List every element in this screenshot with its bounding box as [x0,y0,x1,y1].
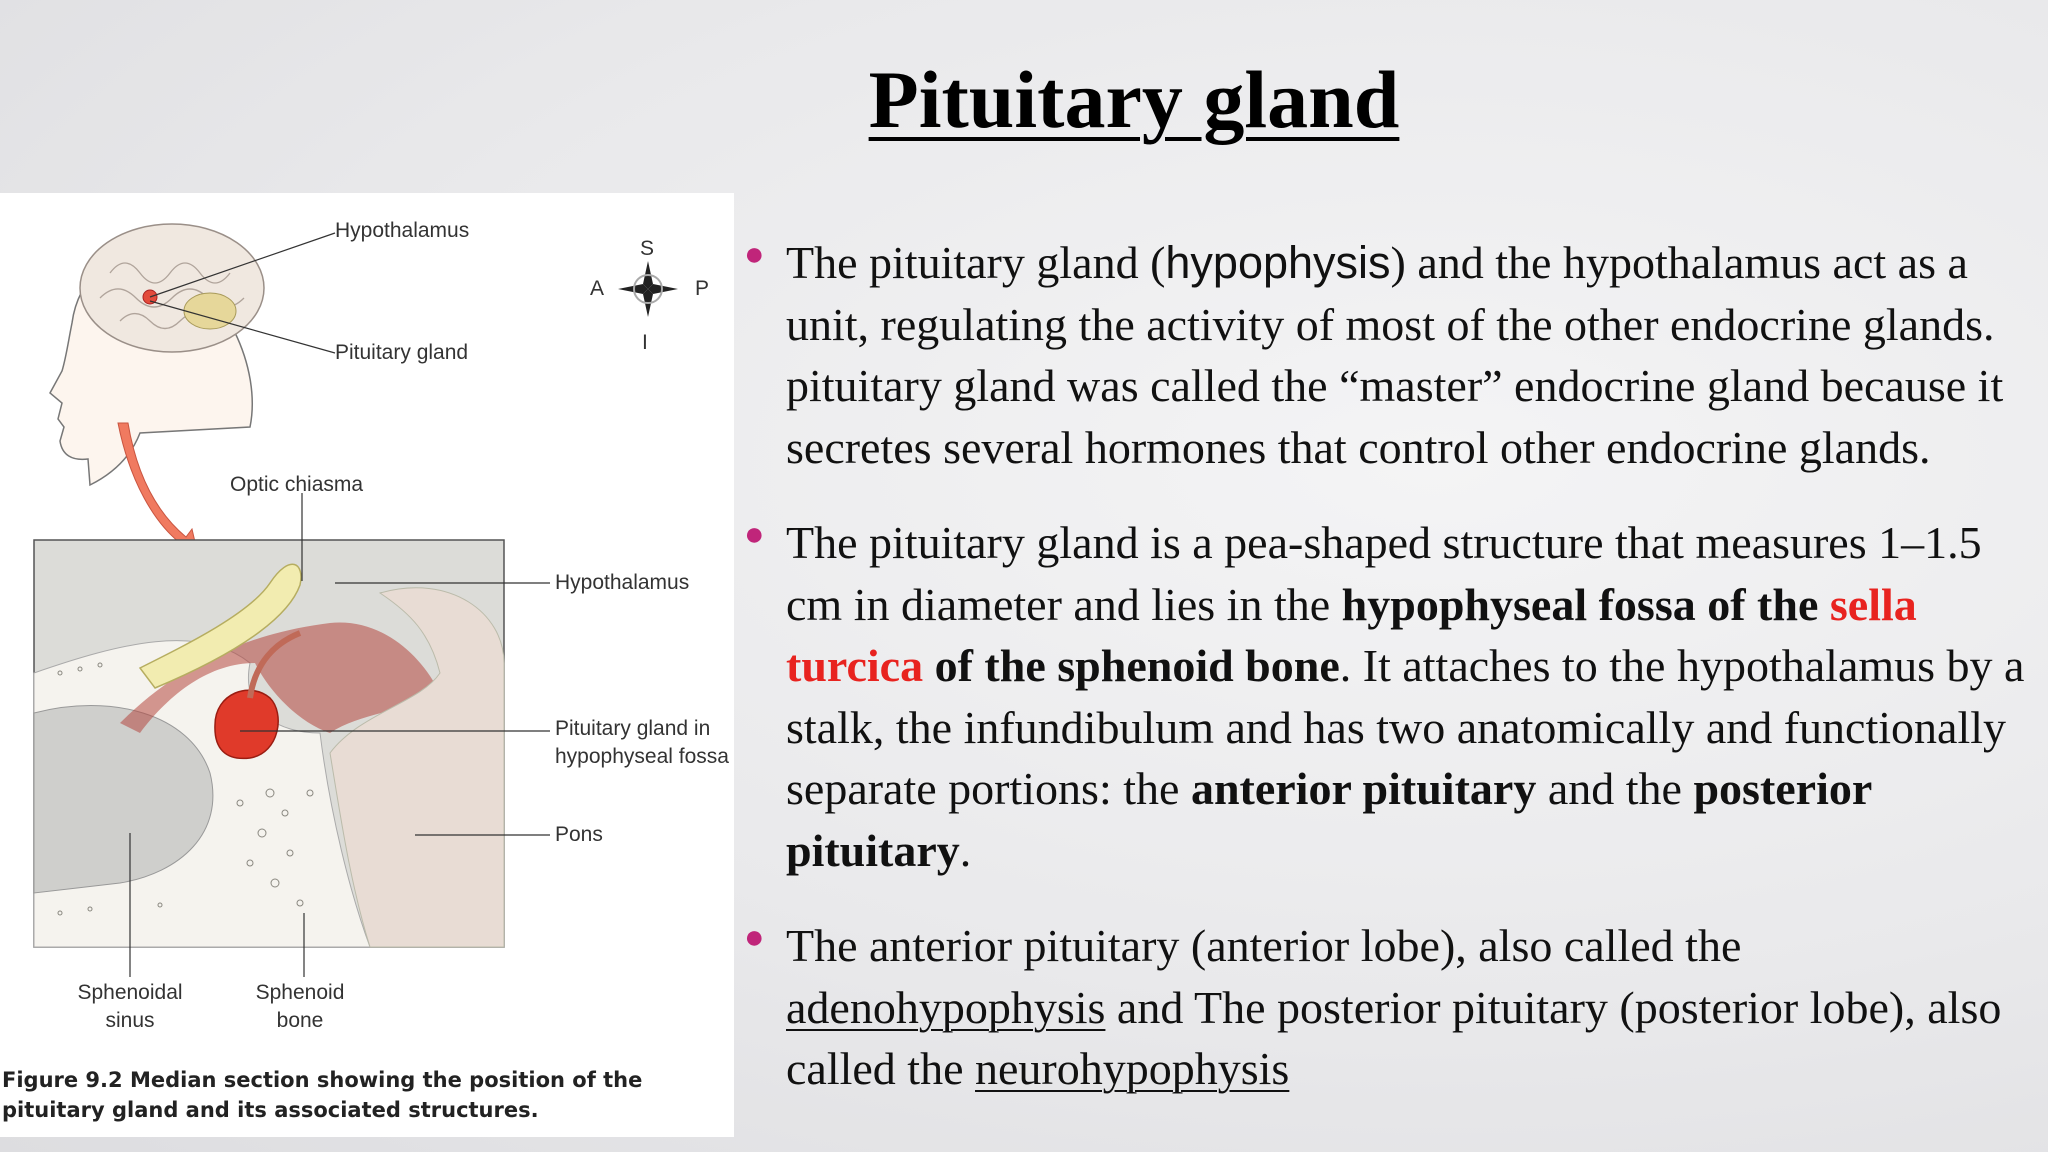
label-sphenoidal-sinus [70,979,190,1035]
label-sphenoidal-line1: Sphenoidal [77,981,183,1004]
b1-text-1: The pituitary gland ( [786,237,1166,288]
brain [80,224,264,352]
compass-i: I [642,331,648,354]
b2-bold-fossa: hypophyseal fossa of the [1341,578,1830,630]
compass-rose [618,261,678,317]
compass-s: S [640,237,655,260]
figure-caption-line1: Figure 9.2 Median section showing the position of the [2,1068,643,1092]
b2-bold-sphenoid: of the sphenoid bone [923,640,1340,691]
figure-caption-line2: pituitary gland and its associated structures. [2,1098,539,1122]
b2-sella-turcica: sella turcica [786,578,1917,691]
label-pons: Pons [555,823,603,846]
b2-text-9: . [959,824,972,876]
b3-text-1: The anterior pituitary (anterior lobe), also called the [786,920,1742,971]
b2-text-5: . It attaches to the hypothalamus by a stalk, the infundibulum and has two anatomically and functionally separate portions: the [786,640,2025,814]
bullet-dot-icon: ● [744,919,765,956]
bullet-item-3 [740,915,2030,1100]
compass-a: A [590,277,605,300]
label-hypothalamus-top: Hypothalamus [335,219,470,242]
b3-neurohypophysis: neurohypophysis [975,1043,1290,1094]
slide-title: Pituitary gland [868,54,1400,145]
zoom-arrow [118,423,198,555]
bullet-list [740,232,2030,1134]
label-hypothalamus: Hypothalamus [555,571,690,594]
anatomy-figure [0,193,734,1137]
bullet-dot-icon: ● [744,516,765,553]
compass-p: P [695,277,710,300]
b2-anterior: anterior pituitary [1190,763,1537,814]
label-sphenoid-line1: Sphenoid [255,981,345,1004]
label-optic-chiasma: Optic chiasma [230,473,364,496]
bullet-item-1 [740,232,2030,478]
label-pituitary-fossa-line2: hypophyseal fossa [555,745,729,768]
figure-caption [2,1065,702,1125]
label-pituitary-fossa-line1: Pituitary gland in [555,717,711,740]
bullet-dot-icon: ● [744,236,765,273]
label-pituitary-top: Pituitary gland [335,341,469,364]
label-sphenoid-bone [240,979,360,1035]
b1-text-3: ) and the hypothalamus act as a unit, regulating the activity of most of the other endocrine glands. pituitary gland was called the “master” endocrine gland because it secretes several hormones that control other endocrine glands. [786,237,2004,473]
b3-adenohypophysis: adenohypophysis [786,981,1106,1033]
label-sphenoid-line2: bone [276,1009,324,1032]
b2-text-1: The pituitary gland is a pea-shaped structure that measures 1–1.5 cm in diameter and lies in the [786,517,1982,630]
b2-posterior: posterior pituitary [786,763,1872,876]
label-pituitary-fossa [555,715,729,771]
pituitary-gland [215,690,278,758]
bullet-item-2 [740,512,2030,881]
label-sphenoidal-line2: sinus [105,1009,155,1032]
b3-text-3: and The posterior pituitary (posterior lobe), also called the [786,981,2002,1094]
b2-text-7: and the [1536,763,1694,814]
b1-hypophysis: hypophysis [1165,237,1391,288]
